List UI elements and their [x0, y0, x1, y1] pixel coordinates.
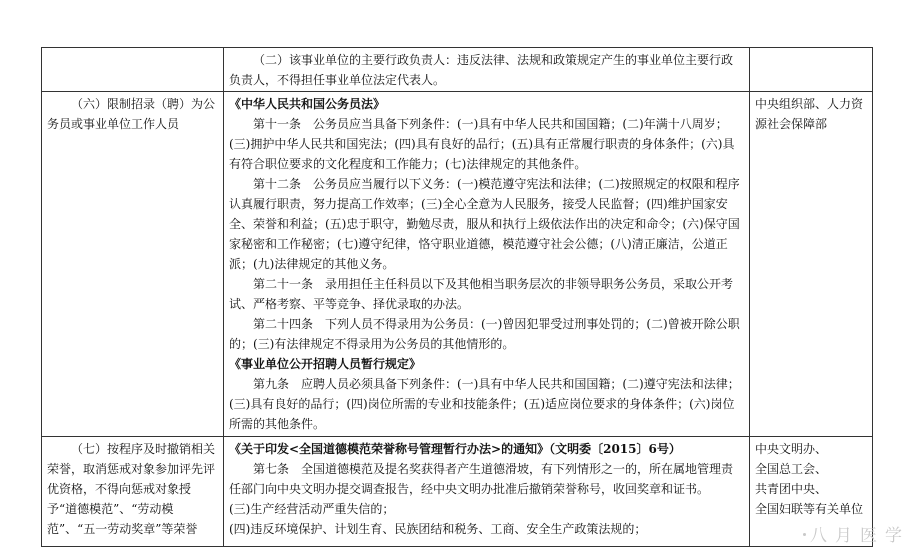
department-cell [750, 92, 873, 437]
law-title: 《中华人民共和国公务员法》 [229, 97, 386, 111]
table-row [42, 437, 873, 547]
department-line: 全国总工会、 [755, 462, 828, 476]
clause-paragraph: (三)生产经营活动严重失信的； [229, 502, 395, 516]
clause-paragraph: 第九条 应聘人员必须具备下列条件：(一)具有中华人民共和国国籍；(二)遵守宪法和法律；(三)具有良好的品行；(四)岗位所需的专业和技能条件；(五)适应岗位要求的身体条件；(六)岗位所需的其他条件。 [229, 377, 740, 431]
measure-cell [42, 48, 224, 92]
legal-basis-cell [224, 437, 750, 547]
table-row [42, 48, 873, 92]
law-title: 《事业单位公开招聘人员暂行规定》 [229, 357, 422, 371]
department-line: 全国妇联等有关单位 [755, 502, 864, 516]
clause-paragraph: 第二十一条 录用担任主任科员以下及其他相当职务层次的非领导职务公务员，采取公开考试、严格考察、平等竞争、择优录取的办法。 [229, 277, 734, 311]
measure-text: （六）限制招录（聘）为公务员或事业单位工作人员 [47, 97, 216, 131]
measure-text: （七）按程序及时撤销相关荣誉，取消惩戒对象参加评先评优资格，不得向惩戒对象授予“道德模范”、“劳动模范”、“五一劳动奖章”等荣誉 [47, 442, 216, 536]
clause-paragraph: 第十二条 公务员应当履行以下义务：(一)模范遵守宪法和法律；(二)按照规定的权限和程序认真履行职责，努力提高工作效率；(三)全心全意为人民服务，接受人民监督；(四)维护国家安全、荣誉和利益；(五)忠于职守，勤勉尽责，服从和执行上级依法作出的决定和命令；(六)保守国家秘密和工作秘密；(七)遵守纪律，恪守职业道德，模范遵守社会公德；(八)清正廉洁，公道正派；(九)法律规定的其他义务。 [229, 177, 740, 271]
measure-cell [42, 92, 224, 437]
department-cell [750, 48, 873, 92]
department-line: 中央文明办、 [755, 442, 828, 456]
clause-paragraph: 第二十四条 下列人员不得录用为公务员：(一)曾因犯罪受过刑事处罚的；(二)曾被开除公职的；(三)有法律规定不得录用为公务员的其他情形的。 [229, 317, 740, 351]
legal-basis-cell [224, 92, 750, 437]
clause-paragraph: (四)违反环境保护、计划生育、民族团结和税务、工商、安全生产政策法规的； [229, 522, 647, 536]
law-title: 《关于印发<全国道德模范荣誉称号管理暂行办法>的通知》（文明委〔2015〕6号） [229, 442, 681, 456]
department-text: 中央组织部、人力资源社会保障部 [755, 97, 864, 131]
measure-cell [42, 437, 224, 547]
department-line: 共青团中央、 [755, 482, 828, 496]
clause-paragraph: （二）该事业单位的主要行政负责人：违反法律、法规和政策规定产生的事业单位主要行政负责人，不得担任事业单位法定代表人。 [229, 53, 734, 87]
table-row [42, 92, 873, 437]
clause-paragraph: 第七条 全国道德模范及提名奖获得者产生道德滑坡，有下列情形之一的，所在属地管理责任部门向中央文明办提交调查报告，经中央文明办批准后撤销荣誉称号，收回奖章和证书。 [229, 462, 734, 496]
legal-basis-cell [224, 48, 750, 92]
watermark [803, 521, 910, 546]
watermark-text: 八月医学 [810, 526, 910, 546]
policy-table [41, 47, 873, 547]
watermark-dot-icon [803, 533, 806, 536]
clause-paragraph: 第十一条 公务员应当具备下列条件：(一)具有中华人民共和国国籍；(二)年满十八周岁；(三)拥护中华人民共和国宪法；(四)具有良好的品行；(五)具有正常履行职责的身体条件；(六)具有符合职位要求的文化程度和工作能力；(七)法律规定的其他条件。 [229, 117, 735, 171]
